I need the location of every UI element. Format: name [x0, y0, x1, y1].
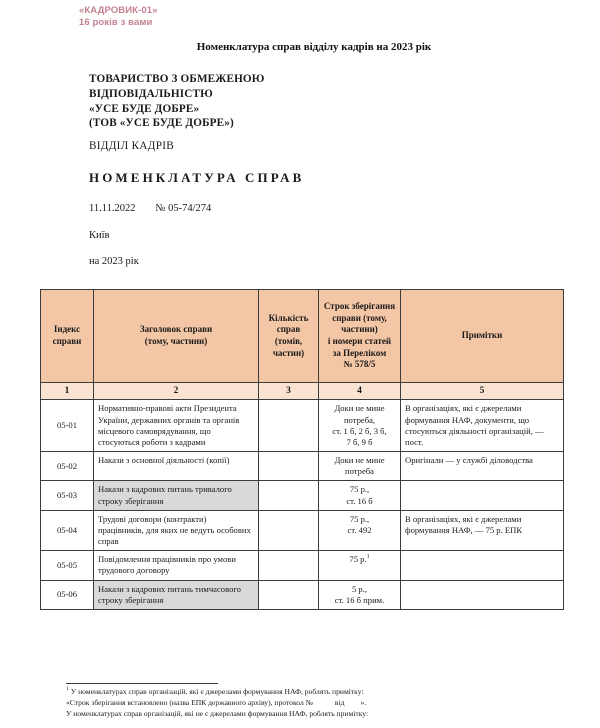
brand-tagline: 16 років з вами	[79, 17, 153, 29]
header-text: і номери статей	[327, 336, 392, 346]
column-header-index	[41, 290, 94, 383]
cell-notes: Оригінали — у службі діловодства	[401, 452, 564, 481]
org-line-1: ТОВАРИСТВО З ОБМЕЖЕНОЮ	[89, 73, 265, 85]
column-number: 3	[259, 383, 319, 400]
column-header-notes	[401, 290, 564, 383]
footnote-text	[66, 687, 566, 719]
cell-case-title: Накази з кадрових питань тривалого строку зберігання	[94, 481, 259, 510]
footnote-line-2-c: ».	[360, 697, 367, 707]
cell-case-title: Накази з основної діяльності (копії)	[94, 452, 259, 481]
document-date: 11.11.2022	[89, 203, 136, 214]
cell-case-quantity	[259, 580, 319, 609]
column-header-quantity	[259, 290, 319, 383]
table-row	[41, 551, 564, 580]
header-text: Кількість	[268, 312, 309, 323]
footnote-divider	[66, 683, 218, 684]
storage-term-line: Доки не мине	[334, 455, 385, 466]
document-date-number	[89, 203, 211, 214]
column-number: 4	[319, 383, 401, 400]
storage-term-line: потреба	[345, 466, 374, 477]
table-header-row	[41, 290, 564, 383]
storage-term-line: 75 р.,	[349, 484, 370, 495]
cell-storage-term	[319, 510, 401, 551]
table-row	[41, 481, 564, 510]
header-text: справи	[52, 336, 82, 346]
cell-case-index: 05-05	[41, 551, 94, 580]
cell-notes	[401, 580, 564, 609]
footnote-line-2-b: від	[334, 697, 345, 707]
header-text: Заголовок справи	[139, 324, 213, 335]
header-text: частин)	[272, 347, 305, 358]
storage-term-line: Доки не мине	[334, 403, 385, 414]
cell-notes: В організаціях, які є джерелами формування НАФ, — 75 р. ЕПК	[401, 510, 564, 551]
cell-case-title: Нормативно-правові акти Президента України, державних органів та органів місцевого самоврядування, що стосуються роботи з кадрами	[94, 400, 259, 452]
document-period: на 2023 рік	[89, 256, 139, 267]
cell-notes	[401, 481, 564, 510]
cell-notes	[401, 551, 564, 580]
organization-block	[89, 72, 265, 131]
header-text: (томів,	[274, 336, 303, 346]
cell-case-index: 05-01	[41, 400, 94, 452]
brand-logo	[79, 5, 157, 30]
org-line-2: ВІДПОВІДАЛЬНІСТЮ	[89, 87, 213, 100]
footnote-line-3	[66, 709, 566, 720]
cell-case-quantity	[259, 510, 319, 551]
org-line-4: (ТОВ «УСЕ БУДЕ ДОБРЕ»)	[89, 117, 234, 130]
header-text: справ	[276, 324, 301, 335]
header-text: (тому, частини)	[144, 336, 208, 346]
cell-case-quantity	[259, 551, 319, 580]
header-text: № 578/5	[343, 359, 376, 370]
cell-case-index: 05-04	[41, 510, 94, 551]
storage-term-line: потреба,	[343, 414, 376, 425]
footnote-line-1	[66, 687, 566, 698]
footnote-reference: 1	[366, 554, 370, 561]
cell-storage-term	[319, 452, 401, 481]
header-text: справи (тому,	[332, 312, 387, 323]
column-header-term	[319, 290, 401, 383]
cell-storage-term	[319, 481, 401, 510]
org-line-3: «УСЕ БУДЕ ДОБРЕ»	[89, 102, 200, 115]
cell-storage-term	[319, 551, 401, 580]
storage-term-line: 75 р.$^1$	[349, 554, 370, 565]
table-row	[41, 510, 564, 551]
cell-case-index: 05-06	[41, 580, 94, 609]
header-text: частини)	[341, 324, 378, 335]
brand-name: «КАДРОВИК-01»	[79, 5, 158, 16]
cell-case-index: 05-03	[41, 481, 94, 510]
header-text: Строк зберігання	[323, 300, 396, 311]
cell-case-quantity	[259, 400, 319, 452]
column-number: 1	[41, 383, 94, 400]
column-number-row	[41, 383, 564, 400]
document-heading: НОМЕНКЛАТУРА СПРАВ	[89, 170, 305, 185]
cell-case-title: Повідомлення працівників про умови трудового договору	[94, 551, 259, 580]
document-number: № 05-74/274	[155, 203, 212, 214]
table-row	[41, 400, 564, 452]
storage-term-line: 7 б, 9 б	[346, 436, 373, 447]
cell-notes: В організаціях, які є джерелами формування НАФ, документи, що стосуються діяльності організацій, — пост.	[401, 400, 564, 452]
footnote-marker: 1	[66, 686, 69, 693]
cell-case-title: Накази з кадрових питань тимчасового строку зберігання	[94, 580, 259, 609]
column-number: 5	[401, 383, 564, 400]
header-text: за Переліком	[332, 347, 387, 358]
cell-storage-term	[319, 400, 401, 452]
storage-term-line: 5 р.,	[351, 583, 368, 594]
header-text: Індекс	[53, 324, 81, 335]
storage-term-line: ст. 492	[347, 524, 372, 535]
nomenclature-table	[40, 289, 564, 610]
storage-term-line: 75 р.,	[349, 513, 370, 524]
table-row	[41, 580, 564, 609]
column-header-title	[94, 290, 259, 383]
cell-case-index: 05-02	[41, 452, 94, 481]
page-title: Номенклатура справ відділу кадрів на 2023 рік	[196, 41, 432, 53]
footnote-line-3-text: У номенклатурах справ організацій, які не є джерелами формування НАФ, роблять примітку:	[66, 708, 369, 718]
footnote-line-2-a: «Строк зберігання встановлено (назва ЕПК державного архіву), протокол №	[66, 697, 313, 707]
cell-case-title: Трудові договори (контракти) працівників, для яких не ведуть особових справ	[94, 510, 259, 551]
footnote-line-1-text: У номенклатурах справ організацій, які є джерелами формування НАФ, роблять примітку:	[70, 687, 364, 696]
cell-case-quantity	[259, 452, 319, 481]
header-text: Примітки	[461, 330, 503, 341]
document-city: Київ	[89, 230, 110, 241]
storage-term-line: ст. 16 б	[346, 495, 373, 506]
cell-case-quantity	[259, 481, 319, 510]
storage-term-line: ст. 16 б прим.	[334, 594, 385, 605]
footnote-line-2	[66, 698, 566, 709]
cell-storage-term	[319, 580, 401, 609]
department-name: ВІДДІЛ КАДРІВ	[89, 140, 175, 152]
storage-term-line: ст. 1 б, 2 б, 3 б,	[332, 425, 387, 436]
column-number: 2	[94, 383, 259, 400]
footnote-block	[66, 683, 566, 719]
table-row	[41, 452, 564, 481]
